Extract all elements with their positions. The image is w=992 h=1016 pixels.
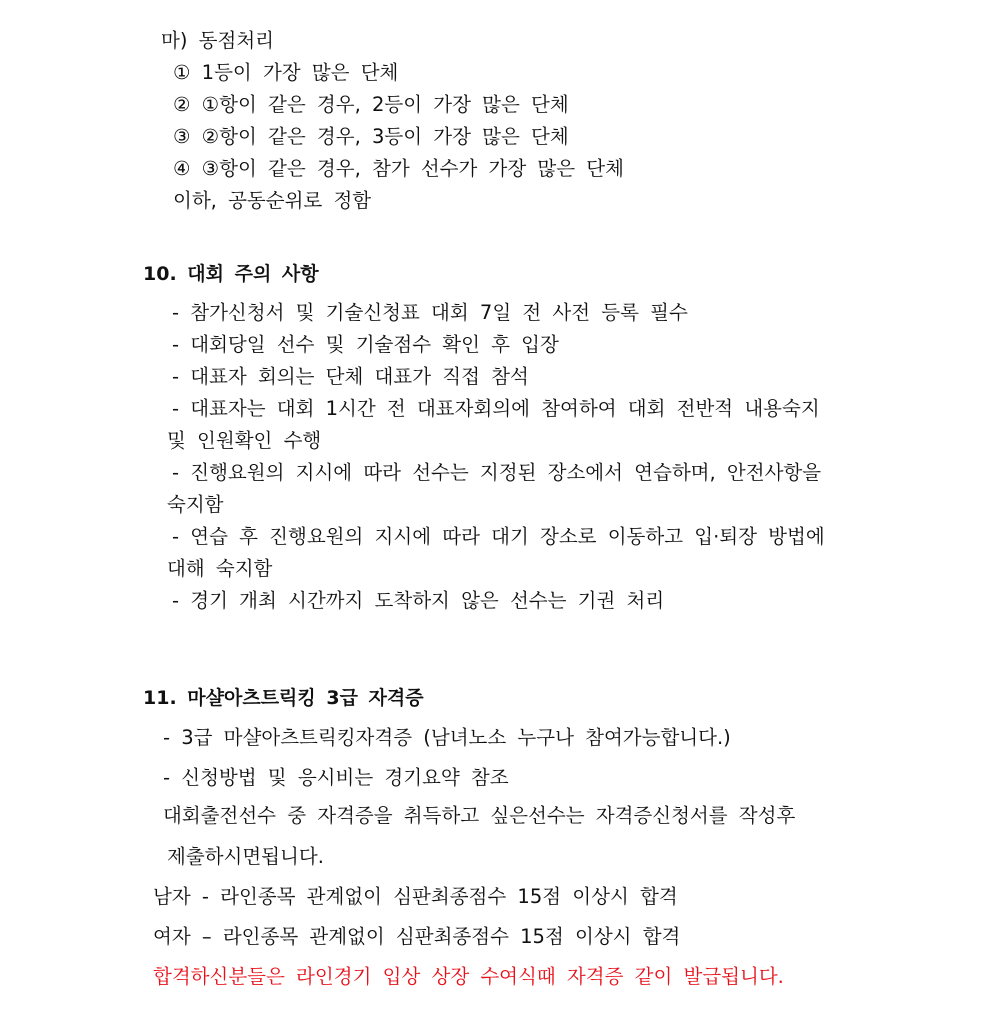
section-11-heading: 11. 마샬아츠트릭킹 3급 자격증 xyxy=(143,687,424,709)
section-11-line-4: 제출하시면됩니다. xyxy=(167,845,324,868)
tie-break-rule-2: ② ①항이 같은 경우, 2등이 가장 많은 단체 xyxy=(173,93,569,116)
tie-break-rule-3: ③ ②항이 같은 경우, 3등이 가장 많은 단체 xyxy=(173,125,569,148)
section-11-line-2: - 신청방법 및 응시비는 경기요약 참조 xyxy=(163,766,509,789)
section-10-line-10: - 경기 개최 시간까지 도착하지 않은 선수는 기권 처리 xyxy=(172,589,665,612)
section-11-notice: 합격하신분들은 라인경기 입상 상장 수여식때 자격증 같이 발급됩니다. xyxy=(153,965,784,988)
section-11-line-3: 대회출전선수 중 자격증을 취득하고 싶은선수는 자격증신청서를 작성후 xyxy=(163,804,796,827)
section-10-line-2: - 대회당일 선수 및 기술점수 확인 후 입장 xyxy=(172,333,559,356)
tie-break-title: 마) 동점처리 xyxy=(161,29,274,52)
section-10-line-6: - 진행요원의 지시에 따라 선수는 지정된 장소에서 연습하며, 안전사항을 xyxy=(172,461,822,484)
section-10-line-9: 대해 숙지함 xyxy=(167,557,273,580)
tie-break-rule-4: ④ ③항이 같은 경우, 참가 선수가 가장 많은 단체 xyxy=(173,157,624,180)
section-10-line-7: 숙지함 xyxy=(167,493,224,516)
section-10-line-8: - 연습 후 진행요원의 지시에 따라 대기 장소로 이동하고 입·퇴장 방법에 xyxy=(172,525,825,548)
section-10-line-5: 및 인원확인 수행 xyxy=(167,429,322,452)
section-10-heading: 10. 대회 주의 사항 xyxy=(143,263,319,285)
section-10-line-3: - 대표자 회의는 단체 대표가 직접 참석 xyxy=(172,365,529,388)
section-11-line-1: - 3급 마샬아츠트릭킹자격증 (남녀노소 누구나 참여가능합니다.) xyxy=(163,726,731,749)
section-10-line-1: - 참가신청서 및 기술신청표 대회 7일 전 사전 등록 필수 xyxy=(172,301,688,324)
tie-break-rule-1: ① 1등이 가장 많은 단체 xyxy=(173,61,399,84)
section-11-female-criteria: 여자 – 라인종목 관계없이 심판최종점수 15점 이상시 합격 xyxy=(153,925,681,948)
section-11-male-criteria: 남자 - 라인종목 관계없이 심판최종점수 15점 이상시 합격 xyxy=(153,885,678,908)
tie-break-footer: 이하, 공동순위로 정함 xyxy=(173,189,372,212)
section-10-line-4: - 대표자는 대회 1시간 전 대표자회의에 참여하여 대회 전반적 내용숙지 xyxy=(172,397,820,420)
